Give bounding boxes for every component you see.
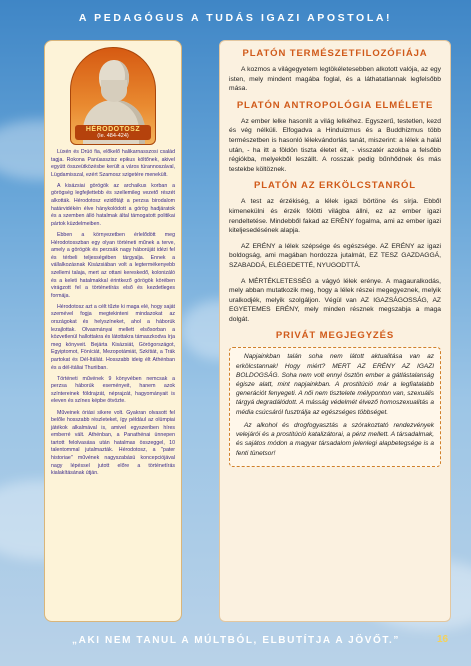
sidebar-paragraph: A kisázsiai görögök az archaikus korban a görögség legfejlettebb és szellemileg vezető részét alkották. Hérodotosz ezidőtájt a perzsa birodalom határvidékén élve hánykolódott a görög hadjáratok és a szemben álló hatalmak által támogatott politikai pártok küzdelmeiben. <box>51 182 175 227</box>
sidebar-paragraph: Lüxén és Drüó fia, előkelő halikarnasszosi család tagja. Rokona Panüasszisz epikus költőnek, akivel együtt összeütközésbe került a város türannoszával, Lügdamisszal, ezért Szamosz szigetére menekült. <box>51 149 175 178</box>
note-paragraph: Napjainkban talán soha nem látott aktualitása van az erkölcstannak! Hogy miért? MERT AZ ERÉNY AZ IGAZI BOLDOGSÁG. Soha nem volt ennyi ösztön ember a gátlástalanság égisze alatt, mint napjainkban. A prostitúció már a legfiatalabb generációt fenyegeti. A női nem tisztelete mélyponton van, szexuális tárgyá degradálódott. A másság védelmét élvező homoszexualitás a média csúcsáról fusztrálja az egészséges többséget. <box>236 353 434 416</box>
portrait-dates: (Ie. 484-424) <box>97 133 129 139</box>
page-number: 16 <box>437 634 449 645</box>
footer-banner <box>36 630 436 650</box>
section-paragraph: A MÉRTÉKLETESSÉG a vágyó lélek erénye. A magauralkodás, mely abban mutatkozik meg, hogy a lélek részei megegyeznek, melyik uralkodjék, melyik szolgáljon. Végül van AZ IGAZSÁGOSSÁG, AZ EGYETEMES ERÉNY, mely minden résznek megszabja a maga dolgát. <box>229 277 441 323</box>
section-title: PLATÓN AZ ERKÖLCSTANRÓL <box>254 180 416 192</box>
sidebar-paragraph: Ebben a környezetben érlelődött meg Hérodotosszban egy olyan történeti műnek a terve, amely a görögök és perzsák nagy háborúját idézi fel és térbeli teljességében tárgyalja. Ennek a vállalkozásnak Kisázsiában volt a legtermékenyebb szellemi talaja, mert az ottani kereskedő, kolonizáló és a keleti hatalmakkal érintkező görögök körében virágzott fel a történetírás első és kezdetleges formája. <box>51 231 175 299</box>
portrait-name: HÉRODOTOSZ <box>85 126 141 133</box>
section-title: PLATÓN ANTROPOLÓGIA ELMÉLETE <box>236 99 434 111</box>
header-banner <box>0 0 471 36</box>
sidebar-biography <box>44 40 182 622</box>
section-title: PLATÓN TERMÉSZETFILOZÓFIÁJA <box>242 48 428 59</box>
section-paragraph: A kozmos a világegyetem legtökéletesebben alkotott valója, az egy isten, mely mindent magába foglal, és a láthatatlannak legfelsőbb mása. <box>229 66 441 93</box>
note-paragraph: Az alkohol és drogfogyasztás a szórakoztató rendezvények velejárói és a prostitúció katalizátorai, a pénz mellett. A társadalmak, és sajátos módon a magyar társadalom jelenlegi alapbetegsége is a fenti tünetsor! <box>236 421 434 457</box>
sidebar-paragraph: Műveinek óriási sikere volt. Gyakran olvasott fel belőle hosszabb részleteket, így például az olümpiai játékok alkalmával is, amivel egyszeriben híres emberré vált. Athénban, a Panathénai ünnepen tartott felolvasása után hatalmas összeggel, 10 talentommal jutalmazták. Hérodotosz, a "pater historiae" művének nagyszabású koncepciójával nagy lépéssel jutott előre a történetírás kialakításának útján. <box>51 409 175 477</box>
section-paragraph: Az ember lelke hasonlít a világ lelkéhez. Egyszerű, testetlen, kezd és vég nélküli. Elfogadva a Hinduizmus és a Buddhizmus több természetben is hasonló lélekvándorlás tanát, miszerint: a lélek a halál után, - ha itt a földön tiszta életet élt, - visszatér azokba a felsőbb régiókba, melyekből leszállt. A rosszak pedig bűnhődnek és más testekbe költöznek. <box>229 117 441 173</box>
portrait-caption <box>75 125 151 140</box>
bust-beard-shape <box>101 80 127 102</box>
header-banner-text: A PEDAGÓGUS A TUDÁS IGAZI APOSTOLA! <box>78 12 393 24</box>
footer-banner-text: „AKI NEM TANUL A MÚLTBÓL, ELBUTÍTJA A JÖVŐT.” <box>72 634 400 646</box>
section-paragraph: AZ ERÉNY a lélek szépsége és egészsége. AZ ERÉNY az igazi boldogság, ami magában hordozza jutalmát, EZ TESZ GAZDAGGÁ, SZABADDÁ, ELÉGEDETTÉ, NYUGODTTÁ. <box>229 242 441 269</box>
sidebar-paragraph: Hérodotosz azt a célt tűzte ki maga elé, hogy saját szemével fogja megtekinteni mindazokat az országokat és helyszíneket, ahol a háborúk lezajlottak. Olvasmányai mellett elsősorban a közvetlenül hallottakra és látottakra támaszkodva írja meg könyveit. Bejárta Kisázsiát, Görögországot, Egyiptomot, Föníciát, Mezopotámiát, Szkítiát, a Trák partokat és Dél-Itáliát. Hosszabb ideig élt Athénban és a dél-itáliai Thuriiban. <box>51 303 175 371</box>
section-paragraph: A test az érzékiség, a lélek igazi börtöne és sírja. Ebből kimenekülni és érzék fölötti világba állni, ez az ember igazi rendeltetése. Mindebből fakad az ERÉNY fogalma, ami az ember igazi kiteljesedésének alapja. <box>229 198 441 235</box>
main-article <box>219 40 451 622</box>
private-note-box <box>229 347 441 466</box>
sidebar-paragraph: Történeti művének 9 könyvében nemcsak a perzsa háborúk eseményeit, hanem azok színtereinek földrajzát, néprajzát, hagyományait is eleven és színes képbe ötvözte. <box>51 375 175 405</box>
section-title: PRIVÁT MEGJEGYZÉS <box>275 330 395 342</box>
herodotus-portrait <box>70 47 156 145</box>
